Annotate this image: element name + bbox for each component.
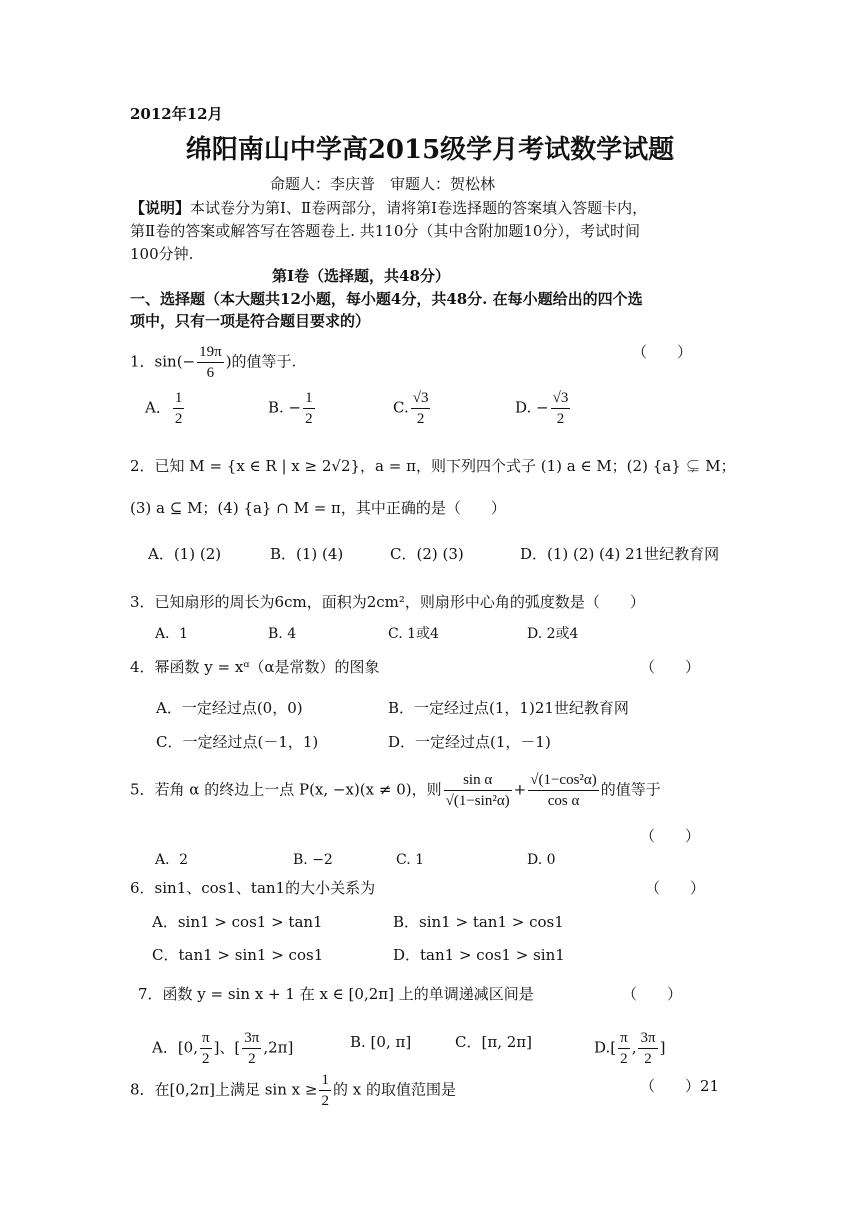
section-instruction-1: 一、选择题（本大题共12小题，每小题4分，共48分. 在每小题给出的四个选	[130, 290, 643, 308]
q7-a-n1: π	[200, 1028, 212, 1049]
q7-d-n2: 3π	[638, 1028, 657, 1049]
intro-text-1: 本试卷分为第Ⅰ、Ⅱ卷两部分，请将第Ⅰ卷选择题的答案填入答题卡内，	[190, 199, 648, 217]
q5-f2-den: cos α	[547, 793, 580, 809]
section-instruction-2: 项中，只有一项是符合题目要求的）	[130, 312, 371, 330]
exam-title: 绵阳南山中学高2015级学月考试数学试题	[185, 135, 675, 165]
q2-option-c: C．(2) (3)	[390, 545, 464, 563]
q7-d-comma: ,	[631, 1038, 637, 1057]
q4-option-c: C．一定经过点(－1，1)	[156, 733, 319, 751]
q4-answer-paren: （ ）	[640, 658, 701, 676]
q7-a-frac-1	[200, 1028, 212, 1069]
q2-option-b: B．(1) (4)	[270, 545, 344, 563]
question-2-line-1: 2．已知 M = {x ∈ R | x ≥ 2√2}，a = π，则下列四个式子 (1) a ∈ M；(2) {a} ⊊ M；	[130, 457, 736, 475]
q5-option-c: C. 1	[396, 852, 425, 868]
q3-option-c: C. 1或4	[388, 626, 439, 642]
question-1-stem	[130, 342, 296, 383]
intro-line-1	[130, 198, 647, 218]
q7-a-n2: 3π	[242, 1028, 261, 1049]
q1-c-label: C.	[393, 398, 409, 417]
q5-pre: 5．若角 α 的终边上一点 P(x, −x)(x ≠ 0)，则	[130, 780, 442, 799]
q7-d-frac-1	[618, 1028, 630, 1069]
question-3-stem: 3．已知扇形的周长为6cm，面积为2cm²，则扇形中心角的弧度数是（ ）	[130, 593, 645, 611]
q5-plus: +	[513, 780, 527, 799]
q1-b-den: 2	[305, 411, 313, 427]
q3-option-d: D. 2或4	[527, 626, 579, 642]
q1-option-d	[515, 388, 572, 429]
q5-option-a: A．2	[155, 852, 189, 868]
q1-frac-den: 6	[206, 365, 215, 381]
q6-option-a: A．sin1 > cos1 > tan1	[152, 913, 323, 931]
q1-answer-paren: （ ）	[632, 343, 693, 361]
q1-option-b	[268, 388, 317, 429]
q5-post: 的值等于	[600, 780, 661, 799]
q5-option-d: D. 0	[527, 852, 556, 868]
q2-option-a: A．(1) (2)	[148, 545, 222, 563]
q1-c-den: 2	[416, 411, 425, 427]
q1-c-fraction	[411, 388, 431, 429]
q7-d-d1: 2	[620, 1051, 628, 1067]
q6-answer-paren: （ ）	[645, 879, 706, 897]
q7-answer-paren: （ ）	[622, 985, 683, 1003]
q7-d-d2: 2	[644, 1051, 652, 1067]
q6-option-b: B．sin1 > tan1 > cos1	[393, 913, 564, 931]
q7-option-a	[152, 1028, 293, 1069]
q1-pre: sin(−	[154, 352, 196, 371]
q7-d-frac-2	[638, 1028, 657, 1069]
q3-option-b: B. 4	[268, 626, 297, 642]
q7-d-post: ]	[659, 1038, 666, 1057]
q7-a-d2: 2	[248, 1051, 256, 1067]
q5-f1-den: √(1−sin²α)	[445, 793, 510, 809]
authors-line: 命题人：李庆普 审题人：贺松林	[270, 175, 496, 193]
intro-line-3: 100分钟.	[130, 245, 194, 263]
q5-fraction-2	[528, 770, 599, 811]
q5-answer-paren: （ ）	[640, 827, 701, 845]
question-7-stem: 7．函数 y = sin x + 1 在 x ∈ [0,2π] 上的单调递减区间是	[138, 985, 534, 1003]
q8-pre: 8．在[0,2π]上满足 sin x ≥	[130, 1080, 318, 1099]
q7-a-pre: A．[0,	[152, 1038, 198, 1057]
intro-line-2: 第Ⅱ卷的答案或解答写在答题卷上. 共110分（其中含附加题10分），考试时间	[130, 222, 640, 240]
q1-b-fraction	[303, 388, 315, 429]
q1-number: 1．	[130, 352, 155, 371]
q6-option-c: C．tan1 > sin1 > cos1	[152, 946, 324, 964]
q8-post: 的 x 的取值范围是	[332, 1080, 456, 1099]
q1-b-label: B. −	[268, 398, 302, 417]
q1-d-label: D. −	[515, 398, 549, 417]
question-4-stem: 4．幂函数 y = xᵅ（α是常数）的图象	[130, 658, 380, 676]
question-5-stem	[130, 770, 661, 811]
q7-d-pre: D.[	[594, 1038, 617, 1057]
q1-d-den: 2	[556, 411, 565, 427]
q1-post: )的值等于.	[225, 352, 297, 371]
q1-a-label: A．	[145, 398, 171, 417]
q4-option-b: B．一定经过点(1，1)21世纪教育网	[388, 699, 629, 717]
q3-option-a: A．1	[155, 626, 189, 642]
q7-a-mid: ]、[	[213, 1038, 241, 1057]
date-label: 2012年12月	[130, 105, 223, 123]
question-8-stem	[130, 1070, 456, 1111]
q7-a-frac-2	[242, 1028, 261, 1069]
intro-label: 【说明】	[130, 199, 191, 217]
q7-a-post: ,2π]	[263, 1038, 294, 1057]
q1-b-num: 1	[303, 388, 315, 409]
q1-option-a	[145, 388, 186, 429]
q7-option-b: B. [0, π]	[350, 1033, 412, 1051]
q5-f1-num: sin α	[444, 770, 512, 791]
q1-option-c	[393, 388, 432, 429]
q4-option-d: D．一定经过点(1，－1)	[388, 733, 551, 751]
q8-frac-den: 2	[321, 1093, 329, 1109]
q7-d-n1: π	[618, 1028, 630, 1049]
q1-d-fraction	[551, 388, 571, 429]
question-2-line-2: (3) a ⊆ M；(4) {a} ∩ M = π，其中正确的是（ ）	[130, 499, 506, 517]
question-6-stem: 6．sin1、cos1、tan1的大小关系为	[130, 879, 376, 897]
q8-frac-num: 1	[319, 1070, 331, 1091]
section-heading: 第Ⅰ卷（选择题，共48分）	[272, 267, 450, 285]
q5-f2-num: √(1−cos²α)	[528, 770, 599, 791]
q1-fraction	[197, 342, 224, 383]
q6-option-d: D．tan1 > cos1 > sin1	[393, 946, 565, 964]
q5-fraction-1	[444, 770, 512, 811]
q1-frac-num: 19π	[197, 342, 224, 363]
q2-option-d: D．(1) (2) (4) 21世纪教育网	[520, 545, 720, 563]
q1-a-num: 1	[173, 388, 185, 409]
q1-c-num: √3	[411, 388, 431, 409]
q8-fraction	[319, 1070, 331, 1111]
q8-answer-paren: （ ）21	[640, 1077, 720, 1095]
q1-a-den: 2	[174, 411, 183, 427]
q7-option-d	[594, 1028, 665, 1069]
q1-d-num: √3	[551, 388, 571, 409]
q5-option-b: B. −2	[293, 852, 333, 868]
q7-a-d1: 2	[202, 1051, 210, 1067]
q4-option-a: A．一定经过点(0，0)	[156, 699, 303, 717]
q7-option-c: C．[π, 2π]	[455, 1033, 532, 1051]
q1-a-fraction	[173, 388, 185, 429]
